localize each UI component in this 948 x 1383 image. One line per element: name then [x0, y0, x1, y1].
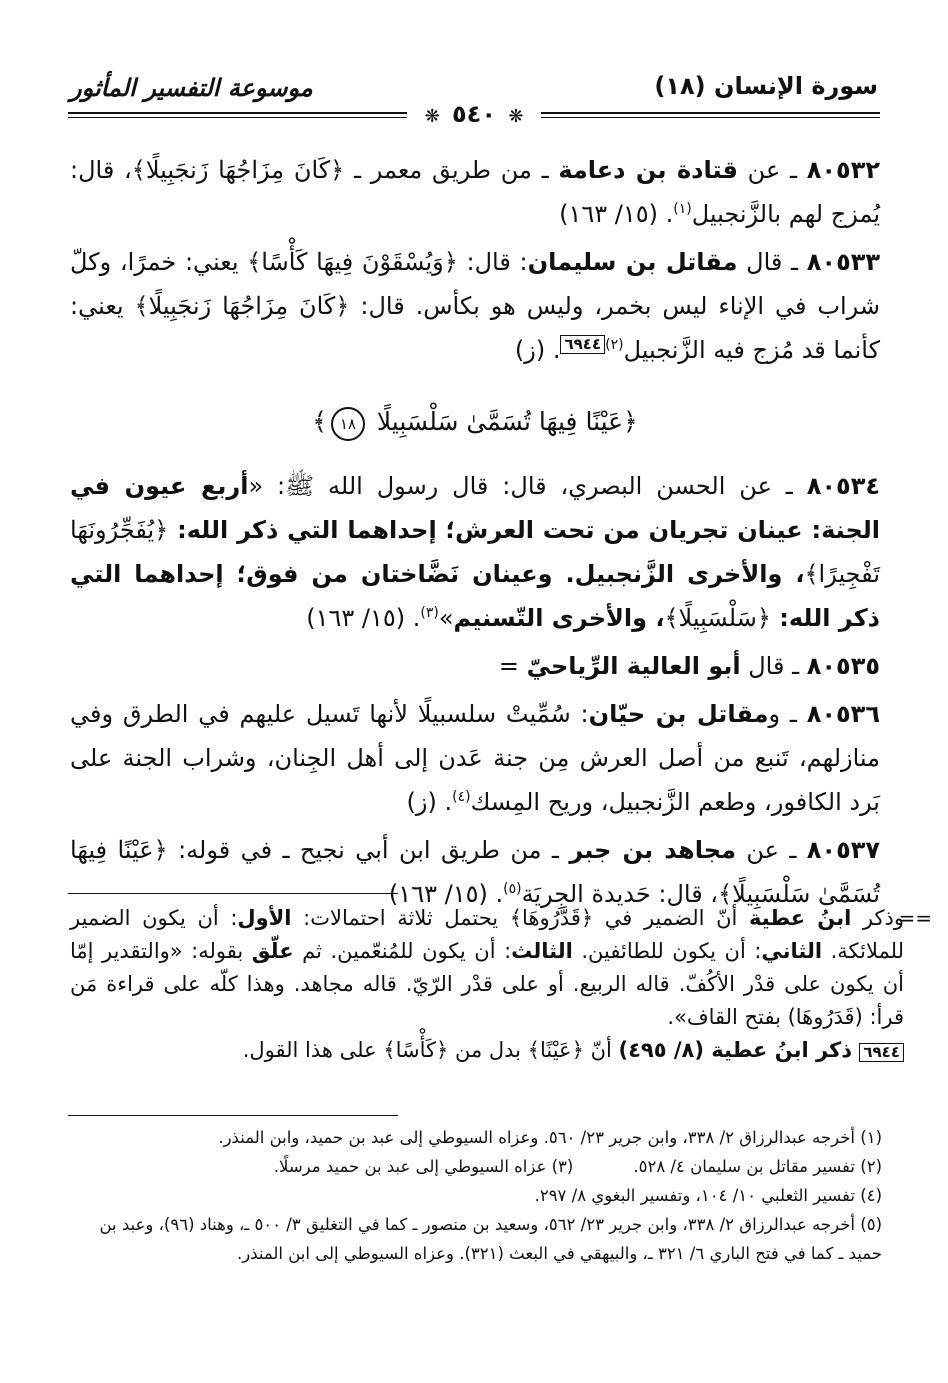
- footnote-row: [70, 1152, 882, 1181]
- narrator-name: قتادة بن دعامة: [558, 156, 738, 184]
- page-number-wrap: [0, 100, 948, 128]
- verse-heading-close: ﴾: [312, 407, 327, 436]
- entry-text: يعني: خمرًا، وكلّ شراب في الإناء ليس بخمر، وليس هو بكأس. قال:: [70, 248, 881, 320]
- entry-number: ٨٠٥٣٥: [806, 652, 880, 680]
- note-text: : أن يكون للمُنعّمين. ثم: [293, 939, 512, 963]
- footnote-marker[interactable]: (٣): [420, 605, 439, 621]
- entry-text: =: [498, 652, 527, 680]
- entry-text: ـ عن: [737, 156, 807, 184]
- narrator-name: مقاتل بن سليمان: [527, 248, 738, 276]
- quran-ayah: ﴿عَيْنًا فِيهَا تُسَمَّىٰ سَلْسَبِيلًا﴾: [70, 836, 880, 908]
- footnotes: [70, 1123, 882, 1268]
- commentary-note: [70, 902, 932, 1067]
- ornament-icon: ❋: [424, 106, 440, 127]
- footnote-2: (٢) تفسير مقاتل بن سليمان ٤/ ٥٢٨.: [633, 1157, 882, 1176]
- quran-ayah: ﴿كَأْسًا﴾: [383, 1038, 449, 1062]
- book-title: موسوعة التفسير المأثور: [70, 74, 313, 102]
- hadith-text: أربع عيون في الجنة: عينان تجريان من تحت العرش؛ إحداهما التي ذكر الله:: [70, 472, 880, 544]
- volume-reference: . (ز): [406, 788, 453, 816]
- footnote-separator: [68, 1115, 398, 1116]
- narrator-name: مجاهد بن جبر: [569, 836, 736, 864]
- entry-text: ـ من طريق ابن أبي نجيح ـ في قوله:: [167, 836, 570, 864]
- footnote-marker[interactable]: (٥): [503, 881, 522, 897]
- entry-number: ٨٠٥٣٢: [806, 156, 880, 184]
- page-number: ٥٤٠: [452, 100, 496, 128]
- narrator-name: أبو العالية الرِّياحيّ: [526, 652, 741, 680]
- entry-text: ـ من طريق معمر ـ: [344, 156, 559, 184]
- entry-text: »: [438, 604, 454, 632]
- quran-ayah: ﴿يُفَجِّرُونَهَا تَفْجِيرًا﴾: [70, 516, 880, 588]
- volume-reference: . (١٥/ ١٦٣): [306, 604, 421, 632]
- page-number-block: [407, 100, 542, 128]
- quran-ayah: ﴿قَدَّرُوهَا﴾: [509, 906, 594, 930]
- note-text: على هذا القول.: [242, 1038, 384, 1062]
- entry-number: ٨٠٥٣٤: [806, 472, 880, 500]
- entry-80536: [70, 692, 880, 824]
- note-paragraph-1: [70, 902, 904, 1034]
- entry-text: يعني: كأنما قد مُزج فيه الزَّنجبيل: [70, 292, 880, 364]
- note-text: بقوله: «والتقدير إمّا أن يكون على قدْر الأكُفّ. قاله الربيع. أو على قدْر الرّيّ. قاله مجاهد. وهذا كلّه على قراءة مَن قرأ: (قَدَرُوهَا) بفتح القاف».: [70, 939, 904, 1029]
- volume-reference: . (١٥/ ١٦٣): [559, 200, 674, 228]
- note-text: يحتمل ثلاثة احتمالات:: [291, 906, 510, 930]
- footnote-1: (١) أخرجه عبدالرزاق ٢/ ٣٣٨، وابن جرير ٢٣/ ٥٦٠. وعزاه السيوطي إلى عبد بن حميد، وابن المنذر.: [218, 1128, 882, 1147]
- note-text: وذكر: [851, 906, 904, 930]
- entry-text: ، قال: حَديدة الجِريَة: [521, 880, 719, 908]
- quran-ayah: ﴿كَانَ مِزَاجُهَا زَنجَبِيلًا﴾: [131, 156, 345, 184]
- volume-reference: . (ز): [514, 336, 561, 364]
- narrator-name: مقاتل بن حيّان: [588, 700, 769, 728]
- verse-heading-text: ﴿عَيْنًا فِيهَا تُسَمَّىٰ سَلْسَبِيلًا: [376, 407, 638, 436]
- entry-80534: [70, 464, 880, 640]
- continuation-mark: ==: [898, 906, 932, 930]
- quran-ayah: ﴿كَانَ مِزَاجُهَا زَنجَبِيلًا﴾: [134, 292, 350, 320]
- footnote-4: (٤) تفسير الثعلبي ١٠/ ١٠٤، وتفسير البغوي ٨/ ٢٩٧.: [534, 1186, 882, 1205]
- entry-80532: [70, 148, 880, 236]
- entry-text: ـ قال: [740, 652, 807, 680]
- quran-ayah: ﴿وَيُسْقَوْنَ فِيهَا كَأْسًا﴾: [247, 248, 458, 276]
- verse-number-badge: ١٨: [331, 407, 365, 441]
- ornament-icon: ❋: [508, 106, 524, 127]
- note-text: أنّ الضمير في: [593, 906, 749, 930]
- option-label: الثاني: [761, 939, 823, 963]
- entry-number: ٨٠٥٣٣: [806, 248, 881, 276]
- commentary-box-marker[interactable]: ٦٩٤٤: [560, 335, 605, 354]
- entry-text: : سُمِّيتْ سلسبيلًا لأنها تَسيل عليهم في الطرق وفي منازلهم، تَنبع من أصل العرش مِن جنة عَدن إلى أهل الجِنان، وشراب الجنة على بَرد الكافور، وطعم الزَّنجبيل، وريح المِسك: [70, 700, 880, 816]
- main-text: [70, 148, 880, 920]
- comment-label: علّق: [251, 939, 294, 963]
- option-label: الثالث: [511, 939, 573, 963]
- footnote-5: (٥) أخرجه عبدالرزاق ٢/ ٣٣٨، وابن جرير ٢٣/ ٥٦٢، وسعيد بن منصور ـ كما في التغليق ٣/ ٥٠٠ ـ، وهناد (٩٦)، وعبد بن حميد ـ كما في فتح الباري ٦/ ٣٢١ ـ، والبيهقي في البعث (٣٢١). وعزاه السيوطي إلى ابن المنذر.: [99, 1215, 882, 1263]
- entry-number: ٨٠٥٣٧: [806, 836, 881, 864]
- entry-text: ، قال: يُمزج لهم بالزَّنجبيل: [70, 156, 880, 228]
- hadith-text: ، والأخرى التّسنيم: [453, 604, 665, 632]
- entry-text: : قال:: [457, 248, 528, 276]
- quran-ayah: ﴿سَلْسَبِيلًا﴾: [664, 604, 771, 632]
- footnote-marker[interactable]: (٢): [605, 337, 624, 353]
- option-label: الأول: [237, 906, 292, 930]
- entry-80535: [70, 644, 880, 688]
- entry-text: ـ عن: [735, 836, 807, 864]
- entry-80533: [70, 240, 880, 372]
- footnote-marker[interactable]: (١): [673, 201, 692, 217]
- footnote-marker[interactable]: (٤): [452, 789, 471, 805]
- volume-reference: . (١٥/ ١٦٣): [388, 880, 504, 908]
- entry-number: ٨٠٥٣٦: [806, 700, 880, 728]
- quran-ayah: ﴿عَيْنًا﴾: [527, 1038, 584, 1062]
- note-text: أنّ: [583, 1038, 619, 1062]
- commentary-box-marker[interactable]: ٦٩٤٤: [859, 1043, 904, 1062]
- footnote-3: (٣) عزاه السيوطي إلى عبد بن حميد مرسلًا.: [273, 1157, 574, 1176]
- entry-text: ـ و: [768, 700, 807, 728]
- note-separator: [68, 893, 398, 894]
- surah-title: سورة الإنسان (١٨): [654, 72, 878, 100]
- note-paragraph-2: [70, 1034, 904, 1067]
- entry-text: ـ عن الحسن البصري، قال: قال رسول الله ﷺ: «: [248, 472, 807, 500]
- note-text: : أن يكون للطائفين.: [572, 939, 762, 963]
- entry-text: ـ قال: [737, 248, 807, 276]
- hadith-text: ، والأخرى الزَّنجبيل. وعينان نَضَّاختان من فوق؛ إحداهما التي ذكر الله:: [70, 560, 880, 632]
- note-bold-text: ذكر ابنُ عطية (٨/ ٤٩٥): [618, 1038, 860, 1062]
- note-text: : أن يكون الضمير للملائكة.: [70, 906, 904, 963]
- scholar-name: ابنُ عطية: [748, 906, 852, 930]
- note-text: بدل من: [448, 1038, 528, 1062]
- verse-heading: [70, 402, 880, 442]
